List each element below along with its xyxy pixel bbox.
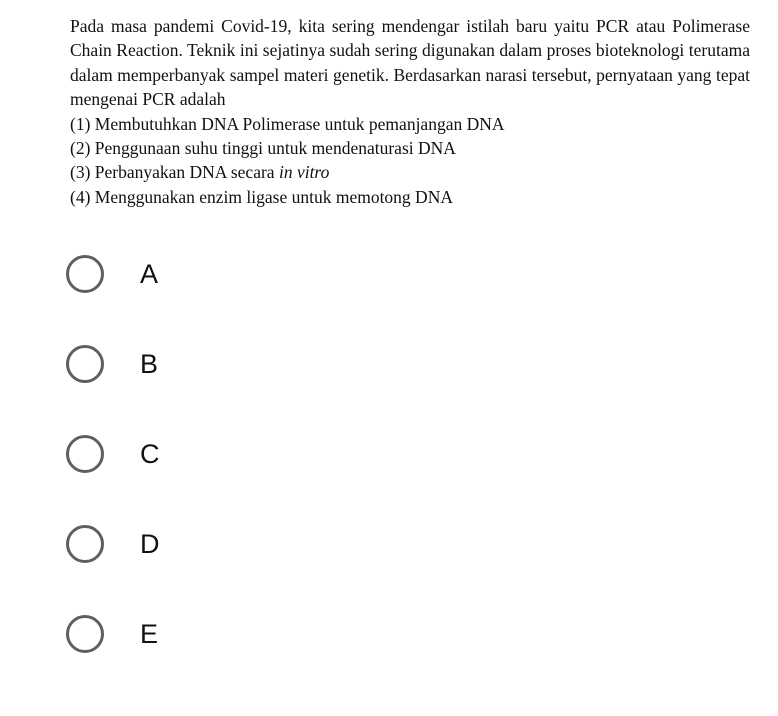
radio-button-icon[interactable] — [66, 435, 104, 473]
statement-2 — [70, 136, 750, 160]
statement-4 — [70, 185, 750, 209]
statement-4-text: (4) Menggunakan enzim ligase untuk memotong DNA — [70, 186, 453, 207]
option-e-label: E — [140, 618, 159, 649]
option-c-label: C — [140, 438, 160, 469]
option-d[interactable] — [66, 522, 286, 566]
statement-3-italic: in vitro — [278, 162, 330, 183]
statement-3 — [70, 160, 750, 184]
option-c[interactable] — [66, 432, 286, 476]
question-stem: Pada masa pandemi Covid-19, kita sering mendengar istilah baru yaitu PCR atau Polimerase Chain Reaction. Teknik ini sejatinya sudah sering digunakan dalam proses bioteknologi terutama dalam memperbanyak sampel materi genetik. Berdasarkan narasi tersebut, pernyataan yang tepat mengenai PCR adalah — [70, 16, 750, 110]
option-a[interactable] — [66, 252, 286, 296]
question-block — [70, 14, 750, 209]
radio-button-icon[interactable] — [66, 255, 104, 293]
option-d-label: D — [140, 528, 160, 559]
radio-button-icon[interactable] — [66, 615, 104, 653]
radio-button-icon[interactable] — [66, 345, 104, 383]
statement-1-text: (1) Membutuhkan DNA Polimerase untuk pemanjangan DNA — [70, 113, 505, 134]
statement-2-text: (2) Penggunaan suhu tinggi untuk mendenaturasi DNA — [70, 138, 456, 159]
option-b-label: B — [140, 348, 159, 379]
radio-button-icon[interactable] — [66, 525, 104, 563]
option-b[interactable] — [66, 342, 286, 386]
option-a-label: A — [140, 258, 159, 289]
statement-3-text: (3) Perbanyakan DNA secara — [70, 162, 279, 183]
option-e[interactable] — [66, 612, 286, 656]
statement-1 — [70, 112, 750, 136]
